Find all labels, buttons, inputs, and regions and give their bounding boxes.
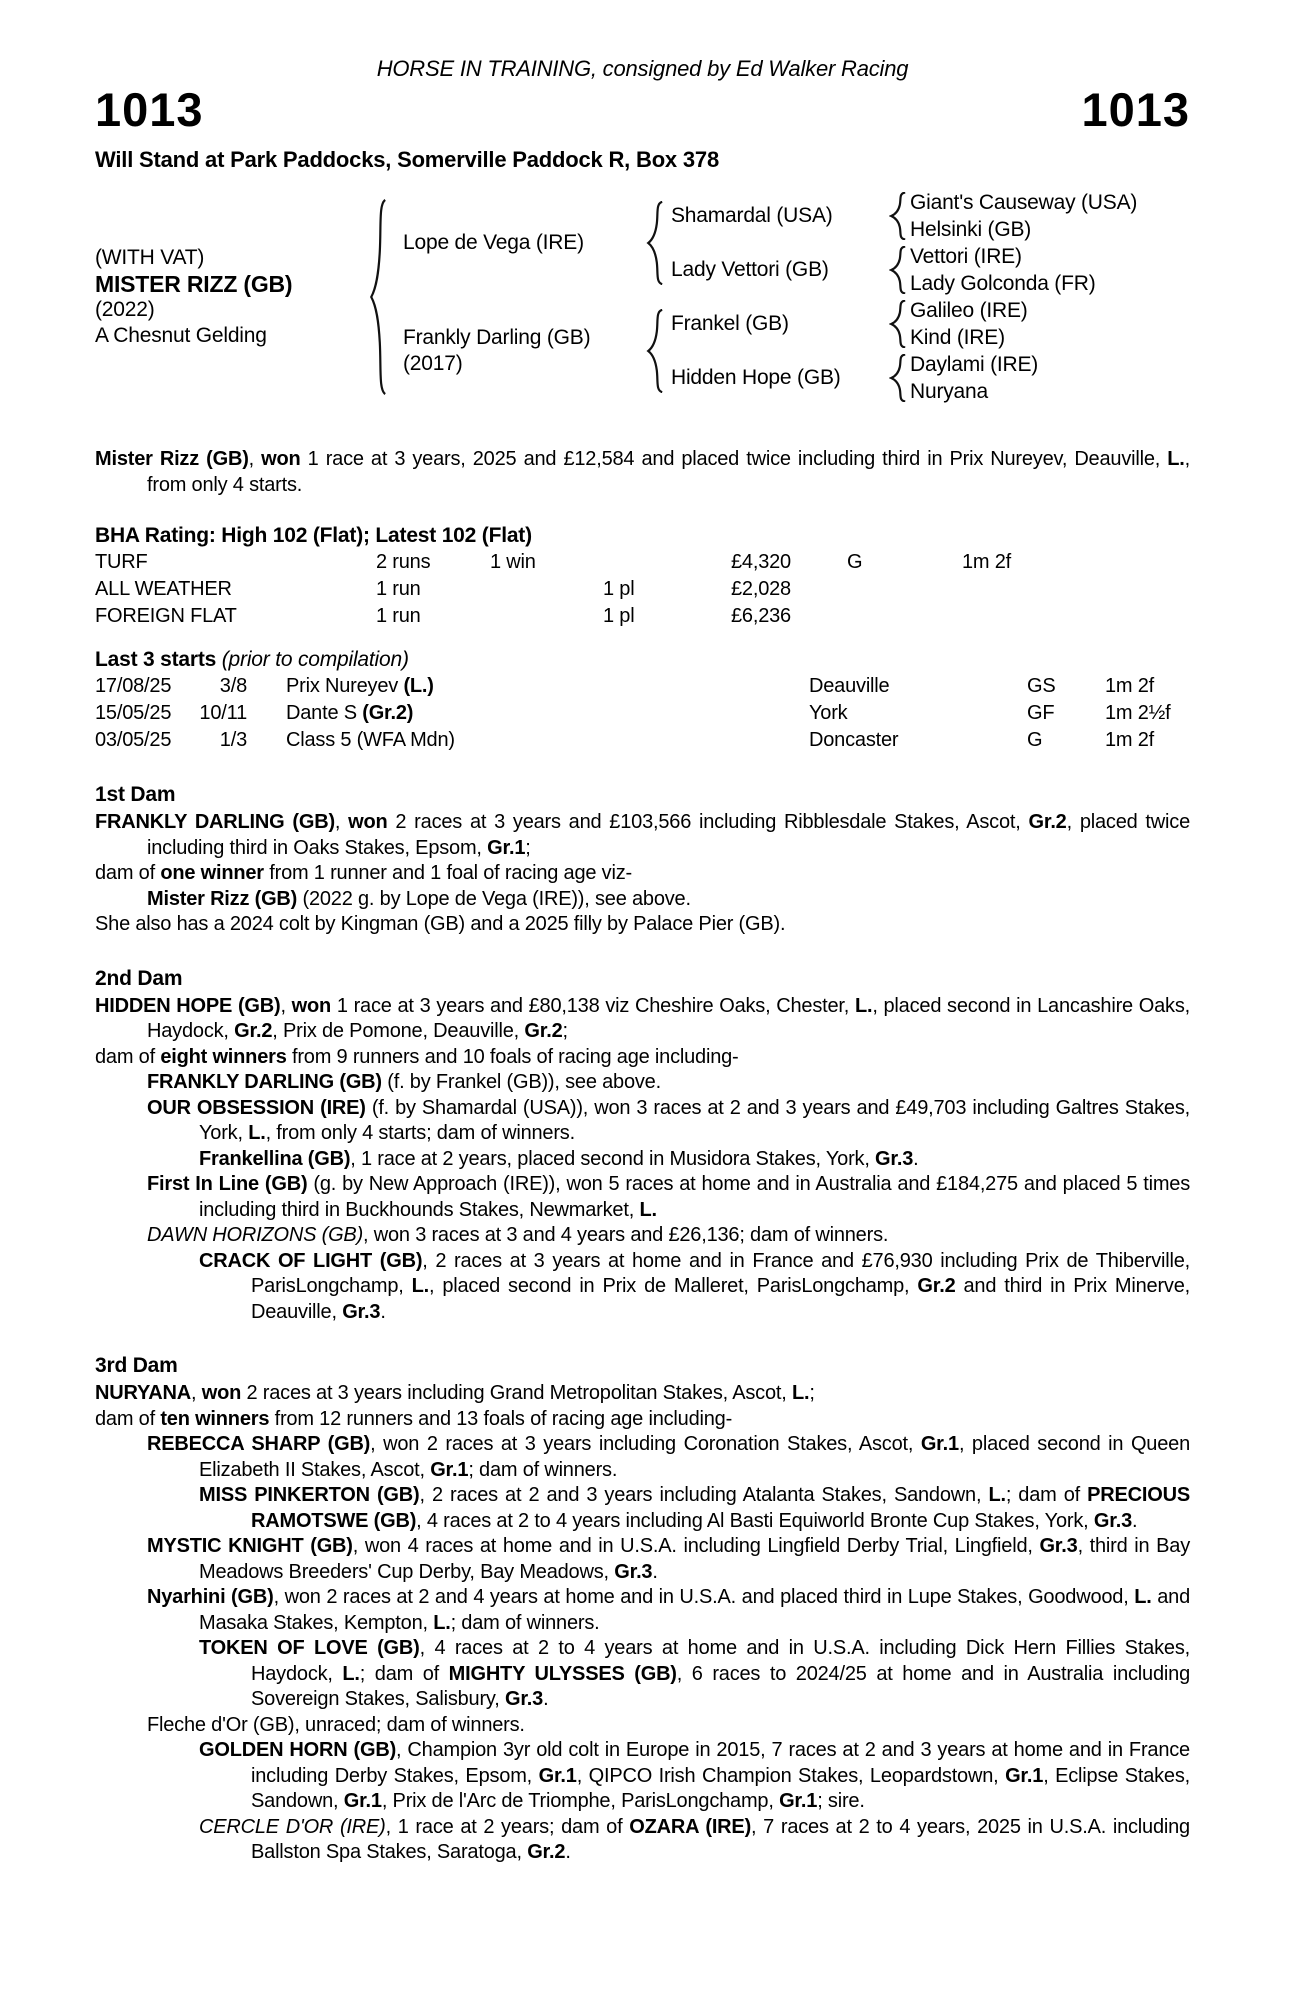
horse-info-block: [95, 189, 369, 405]
bha-rating-block: [95, 522, 1190, 630]
lot-number-row: [95, 83, 1190, 136]
stats-places: 1 pl: [603, 605, 635, 627]
start-going: GS: [1027, 675, 1056, 697]
dam-name: Frankly Darling (GB): [403, 326, 591, 349]
sire-sire-name: Shamardal (USA): [671, 204, 833, 227]
stats-distance: 1m 2f: [962, 551, 1012, 573]
start-date: 17/08/25: [95, 675, 172, 697]
produce-record-entry: FRANKLY DARLING (GB) (f. by Frankel (GB)), see above.: [147, 1071, 661, 1093]
start-position: 3/8: [219, 675, 247, 697]
produce-record-entry: Frankellina (GB), 1 race at 2 years, placed second in Musidora Stakes, York, Gr.3.: [199, 1147, 919, 1170]
start-row: [95, 673, 1190, 700]
great-grandparent-name: Kind (IRE): [910, 325, 1005, 349]
start-date: 15/05/25: [95, 702, 172, 724]
dam-record-paragraph: dam of eight winners from 9 runners and 10 foals of racing age including-: [95, 1045, 739, 1068]
pedigree-brace-icon: [889, 351, 910, 405]
start-course: Doncaster: [809, 729, 899, 751]
produce-record-entry: TOKEN OF LOVE (GB), 4 races at 2 to 4 years at home and in U.S.A. including Dick Hern Fillies Stakes, Haydock, L.; dam of MIGHTY ULYSSES (GB), 6 races to 2024/25 at home and in Australia including Sovereign Stakes, Salisbury, Gr.3.: [199, 1637, 1190, 1710]
produce-record-entry: REBECCA SHARP (GB), won 2 races at 3 years including Coronation Stakes, Ascot, Gr.1, placed second in Queen Elizabeth II Stakes, Ascot, Gr.1; dam of winners.: [147, 1433, 1190, 1481]
stats-surface: FOREIGN FLAT: [95, 605, 237, 627]
section-heading: 2nd Dam: [95, 966, 183, 990]
produce-record-entry: First In Line (GB) (g. by New Approach (IRE)), won 5 races at home and in Australia and £184,275 and placed 5 times including third in Buckhounds Stakes, Newmarket, L.: [147, 1173, 1191, 1221]
stats-wins: [490, 603, 603, 630]
start-position: 10/11: [199, 702, 247, 724]
start-distance: 1m 2f: [1105, 729, 1155, 751]
produce-record-entry: Fleche d'Or (GB), unraced; dam of winners.: [147, 1713, 525, 1736]
vat-note: (WITH VAT): [95, 246, 205, 269]
start-distance: 1m 2½f: [1105, 702, 1171, 724]
last-starts-heading: [95, 646, 1190, 673]
stats-money: £2,028: [731, 578, 791, 600]
dam-record-paragraph: NURYANA, won 2 races at 3 years including Grand Metropolitan Stakes, Ascot, L.;: [95, 1382, 815, 1404]
dam-dam-name: Hidden Hope (GB): [671, 366, 841, 389]
start-row: [95, 700, 1190, 727]
produce-record-entry: DAWN HORIZONS (GB), won 3 races at 3 and 4 years and £26,136; dam of winners.: [147, 1224, 889, 1246]
pedigree-brace-icon: [889, 189, 910, 243]
start-race: Dante S (Gr.2): [286, 702, 414, 724]
start-course: York: [809, 702, 848, 724]
horse-foaling-year: (2022): [95, 298, 155, 321]
start-course: Deauville: [809, 675, 890, 697]
stats-wins: [490, 576, 603, 603]
pedigree-brace-icon: [889, 243, 910, 297]
stats-runs: 1 run: [376, 578, 421, 600]
produce-record-entry: GOLDEN HORN (GB), Champion 3yr old colt in Europe in 2015, 7 races at 2 and 3 years at home and in France including Derby Stakes, Epsom, Gr.1, QIPCO Irish Champion Stakes, Leopardstown, Gr.1, Eclipse Stakes, Sandown, Gr.1, Prix de l'Arc de Triomphe, ParisLongchamp, Gr.1; sire.: [199, 1739, 1191, 1812]
lot-number-right: 1013: [1081, 83, 1190, 136]
produce-record-entry: MISS PINKERTON (GB), 2 races at 2 and 3 years including Atalanta Stakes, Sandown, L.; dam of PRECIOUS RAMOTSWE (GB), 4 races at 2 to 4 years including Al Basti Equiworld Bronte Cup Stakes, York, Gr.3.: [199, 1484, 1190, 1532]
stats-surface: ALL WEATHER: [95, 578, 232, 600]
sire-cell: [403, 189, 646, 297]
second-dam-section: [95, 966, 1190, 1326]
stats-places: [603, 549, 731, 576]
produce-record-entry: Mister Rizz (GB) (2022 g. by Lope de Vega (IRE)), see above.: [147, 887, 691, 910]
race-stats-row: [95, 576, 1190, 603]
dam-record-paragraph: dam of one winner from 1 runner and 1 foal of racing age viz-: [95, 862, 632, 884]
great-grandparent-name: Helsinki (GB): [910, 217, 1032, 241]
start-race: Prix Nureyev (L.): [286, 675, 434, 697]
great-grandparent-name: Galileo (IRE): [910, 298, 1028, 322]
start-race: Class 5 (WFA Mdn): [286, 729, 455, 751]
dam-record-paragraph: dam of ten winners from 12 runners and 13 foals of racing age including-: [95, 1407, 733, 1430]
dam-record-paragraph: FRANKLY DARLING (GB), won 2 races at 3 years and £103,566 including Ribblesdale Stakes, Ascot, Gr.2, placed twice including third in Oaks Stakes, Epsom, Gr.1;: [95, 811, 1190, 859]
consignor-line: HORSE IN TRAINING, consigned by Ed Walker Racing: [376, 56, 909, 81]
start-going: GF: [1027, 702, 1055, 724]
great-grandparent-name: Giant's Causeway (USA): [910, 190, 1138, 214]
start-row: [95, 727, 1190, 754]
third-dam-section: [95, 1353, 1190, 1866]
dam-cell: [403, 297, 646, 405]
section-heading: 1st Dam: [95, 783, 176, 806]
stats-going: [847, 603, 962, 630]
race-stats-row: [95, 603, 1190, 630]
start-going: G: [1027, 729, 1043, 751]
stats-places: 1 pl: [603, 578, 635, 600]
produce-record-entry: CERCLE D'OR (IRE), 1 race at 2 years; dam of OZARA (IRE), 7 races at 2 to 4 years, 2025 in U.S.A. including Ballston Spa Stakes, Saratoga, Gr.2.: [199, 1815, 1190, 1863]
horse-description: A Chesnut Gelding: [95, 324, 267, 347]
race-record-summary: Mister Rizz (GB), won 1 race at 3 years, 2025 and £12,584 and placed twice including third in Prix Nureyev, Deauville, L., from only 4 starts.: [95, 448, 1190, 496]
stats-going: G: [847, 551, 863, 573]
last-starts-heading-italic: (prior to compilation): [216, 648, 409, 671]
stats-money: £4,320: [731, 551, 791, 573]
produce-record-entry: MYSTIC KNIGHT (GB), won 4 races at home and in U.S.A. including Lingfield Derby Trial, Lingfield, Gr.3, third in Bay Meadows Breeders' Cup Derby, Bay Meadows, Gr.3.: [147, 1535, 1190, 1583]
start-distance: 1m 2f: [1105, 675, 1155, 697]
produce-record-entry: OUR OBSESSION (IRE) (f. by Shamardal (USA)), won 3 races at 2 and 3 years and £49,703 including Galtres Stakes, York, L., from only 4 starts; dam of winners.: [147, 1096, 1191, 1144]
produce-record-entry: CRACK OF LIGHT (GB), 2 races at 3 years at home and in France and £76,930 including Prix de Thiberville, ParisLongchamp, L., placed second in Prix de Malleret, ParisLongchamp, Gr.2 and third in Prix Minerve, Deauville, Gr.3.: [199, 1249, 1190, 1323]
stats-runs: 1 run: [376, 605, 421, 627]
stats-money: £6,236: [731, 605, 791, 627]
stats-going: [847, 576, 962, 603]
last-starts-heading-bold: Last 3 starts: [95, 648, 217, 671]
great-grandparent-name: Nuryana: [910, 379, 988, 403]
great-grandparent-name: Lady Golconda (FR): [910, 271, 1096, 295]
dam-foaling-year: (2017): [403, 352, 463, 375]
bha-rating-heading: BHA Rating: High 102 (Flat); Latest 102 (Flat): [95, 524, 532, 547]
start-position: 1/3: [219, 729, 247, 751]
great-grandparent-name: Vettori (IRE): [910, 244, 1022, 268]
pedigree-brace-icon: [369, 189, 403, 405]
first-dam-section: [95, 782, 1190, 938]
sire-dam-name: Lady Vettori (GB): [671, 258, 829, 281]
stats-runs: 2 runs: [376, 551, 431, 573]
stabling-location-line: Will Stand at Park Paddocks, Somerville Paddock R, Box 378: [95, 147, 719, 172]
stats-surface: TURF: [95, 551, 148, 573]
start-date: 03/05/25: [95, 729, 172, 751]
stats-wins: 1 win: [490, 551, 536, 573]
stats-distance: [962, 576, 1190, 603]
horse-name: MISTER RIZZ (GB): [95, 271, 293, 297]
great-grandparent-name: Daylami (IRE): [910, 352, 1039, 376]
pedigree-brace-icon: [889, 297, 910, 351]
produce-record-entry: Nyarhini (GB), won 2 races at 2 and 4 years at home and in U.S.A. and placed third in Lupe Stakes, Goodwood, L. and Masaka Stakes, Kempton, L.; dam of winners.: [147, 1586, 1191, 1634]
race-stats-row: [95, 549, 1190, 576]
dam-sire-name: Frankel (GB): [671, 312, 789, 335]
sire-name: Lope de Vega (IRE): [403, 231, 584, 254]
pedigree-brace-icon: [646, 189, 671, 297]
section-heading: 3rd Dam: [95, 1354, 178, 1377]
dam-record-paragraph: HIDDEN HOPE (GB), won 1 race at 3 years and £80,138 viz Cheshire Oaks, Chester, L., placed second in Lancashire Oaks, Haydock, Gr.2, Prix de Pomone, Deauville, Gr.2;: [95, 994, 1191, 1042]
pedigree-table: [95, 189, 1190, 405]
pedigree-brace-icon: [646, 297, 671, 405]
dam-record-paragraph: She also has a 2024 colt by Kingman (GB) and a 2025 filly by Palace Pier (GB).: [95, 913, 786, 935]
stats-distance: [962, 603, 1190, 630]
lot-number-left: 1013: [95, 83, 204, 136]
last-starts-block: [95, 646, 1190, 754]
